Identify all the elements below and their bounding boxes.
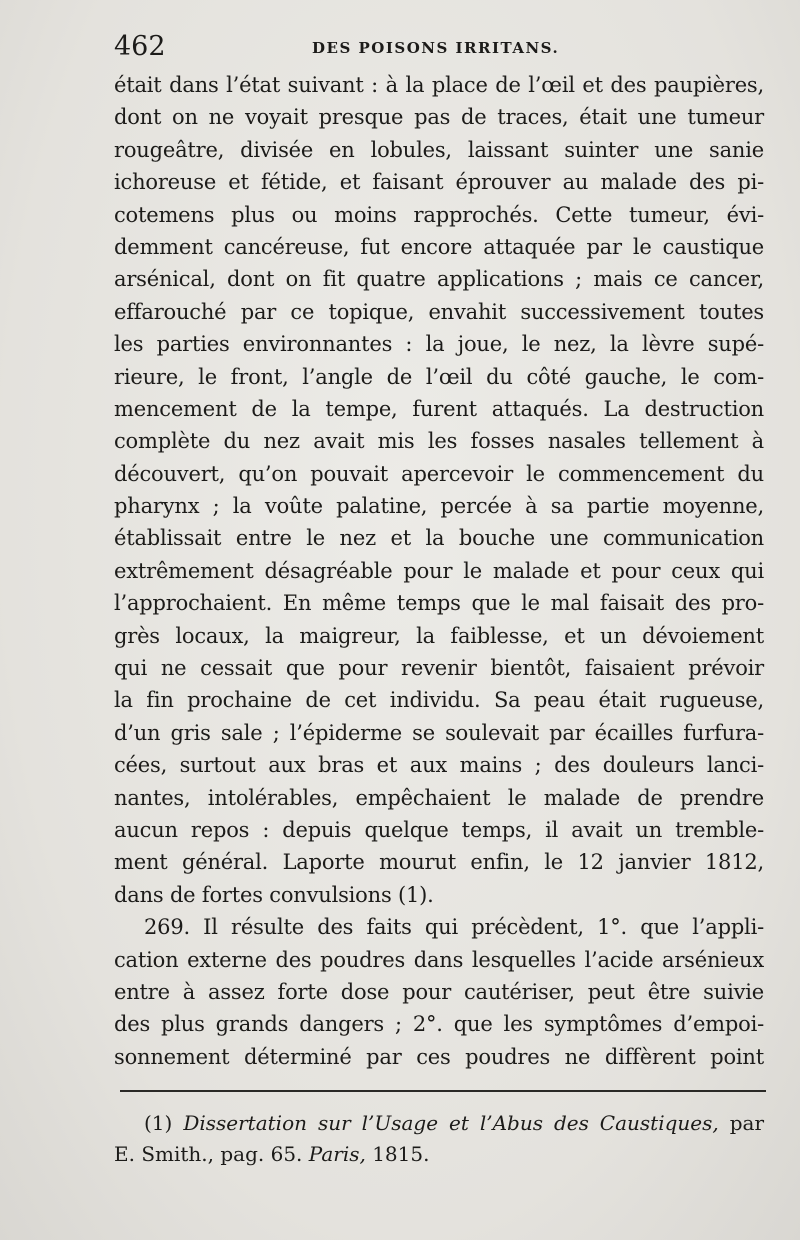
- text-line: cotemens plus ou moins rapprochés. Cette tumeur, évi-: [114, 202, 764, 227]
- text-line: arsénical, dont on fit quatre applications ; mais ce cancer,: [114, 267, 764, 292]
- text-line: l’approchaient. En même temps que le mal faisait des pro-: [114, 591, 764, 616]
- text-line: complète du nez avait mis les fosses nasales tellement à: [114, 429, 764, 454]
- body-text: [114, 69, 764, 1073]
- text-line: dans de fortes convulsions (1).: [114, 882, 434, 907]
- text-line: qui ne cessait que pour revenir bientôt, faisaient prévoir: [114, 656, 764, 681]
- text-line: effarouché par ce topique, envahit successivement toutes: [114, 299, 764, 324]
- text-line: demment cancéreuse, fut encore attaquée par le caustique: [114, 234, 764, 259]
- text-line: rieure, le front, l’angle de l’œil du côté gauche, le com-: [114, 364, 764, 389]
- text-line: dont on ne voyait presque pas de traces, était une tumeur: [114, 105, 764, 130]
- footnote-marker: (1): [144, 1111, 173, 1135]
- text-line: cation externe des poudres dans lesquelles l’acide arsénieux: [114, 947, 764, 972]
- page-number: 462: [114, 31, 166, 62]
- text-line: rougeâtre, divisée en lobules, laissant suinter une sanie: [114, 137, 764, 162]
- text-line: établissait entre le nez et la bouche une communication: [114, 526, 764, 551]
- text-line: d’un gris sale ; l’épiderme se soulevait par écailles furfura-: [114, 720, 764, 745]
- text-line: était dans l’état suivant : à la place de l’œil et des paupières,: [114, 73, 764, 97]
- text-line: pharynx ; la voûte palatine, percée à sa partie moyenne,: [114, 494, 764, 519]
- footnote-author: E. Smith., pag. 65.: [114, 1142, 303, 1166]
- text-line: extrêmement désagréable pour le malade et pour ceux qui: [114, 558, 764, 583]
- paragraph-start-line: 269. Il résulte des faits qui précèdent, 1°. que l’appli-: [144, 915, 764, 940]
- text-line: des plus grands dangers ; 2°. que les symptômes d’empoi-: [114, 1012, 764, 1037]
- footnote-place: Paris,: [308, 1142, 366, 1166]
- text-line: la fin prochaine de cet individu. Sa peau était rugueuse,: [114, 688, 764, 713]
- footnote-rule: [120, 1090, 766, 1092]
- text-line: ment général. Laporte mourut enfin, le 12 janvier 1812,: [114, 850, 764, 875]
- footnote-line-1: [114, 1108, 764, 1139]
- text-line: nantes, intolérables, empêchaient le malade de prendre: [114, 785, 764, 810]
- text-line: aucun repos : depuis quelque temps, il avait un tremble-: [114, 817, 764, 842]
- text-line: découvert, qu’on pouvait apercevoir le commencement du: [114, 461, 764, 486]
- footnote-year: 1815.: [372, 1142, 430, 1166]
- footnote-title: Dissertation sur l’Usage et l’Abus des Caustiques,: [183, 1111, 719, 1135]
- text-line: mencement de la tempe, furent attaqués. La destruction: [114, 396, 764, 421]
- text-line: sonnement déterminé par ces poudres ne diffèrent point: [114, 1044, 764, 1069]
- footnote-line-2: [114, 1139, 764, 1170]
- running-head: DES POISONS IRRITANS.: [312, 39, 560, 57]
- page-header: [0, 30, 800, 70]
- footnote: [114, 1108, 764, 1170]
- footnote-par: par: [729, 1111, 765, 1135]
- text-line: cées, surtout aux bras et aux mains ; des douleurs lanci-: [114, 753, 764, 778]
- text-line: grès locaux, la maigreur, la faiblesse, et un dévoiement: [114, 623, 764, 648]
- text-line: entre à assez forte dose pour cautériser, peut être suivie: [114, 979, 764, 1004]
- text-line: ichoreuse et fétide, et faisant éprouver au malade des pi-: [114, 170, 764, 195]
- text-line: les parties environnantes : la joue, le nez, la lèvre supé-: [114, 332, 764, 357]
